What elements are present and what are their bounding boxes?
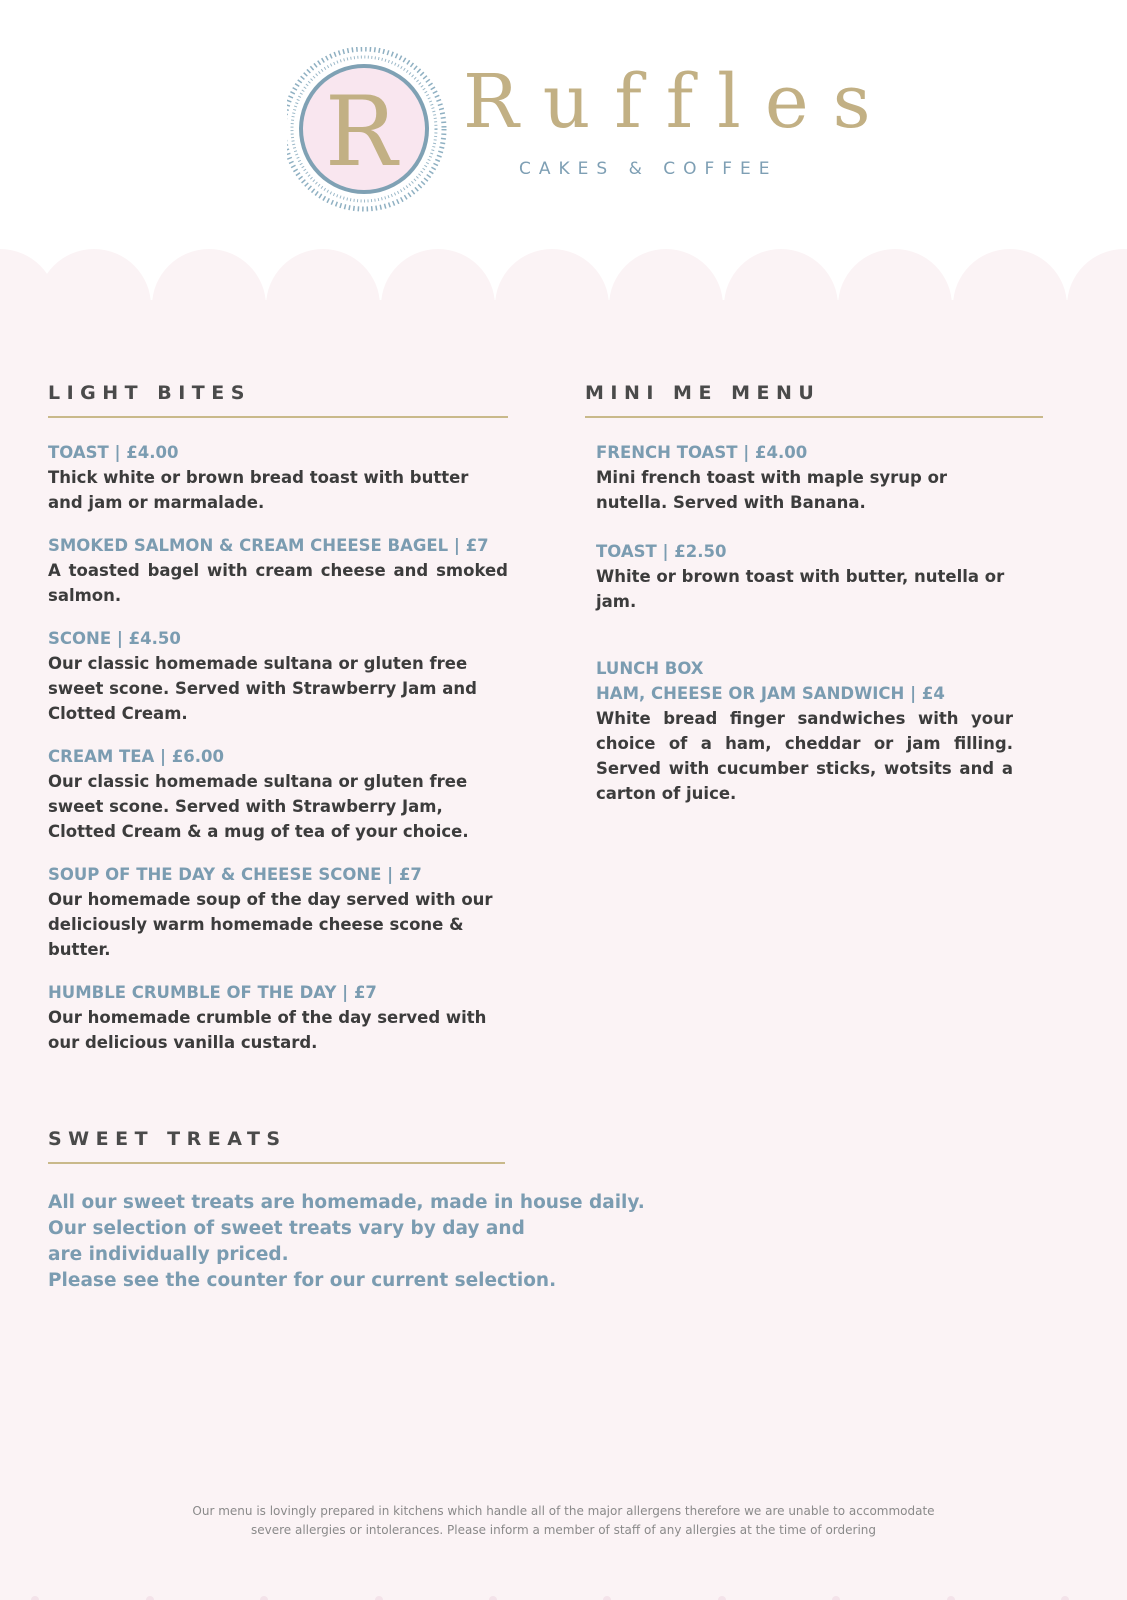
section-title: MINI ME MENU (585, 382, 1043, 418)
menu-item-title: TOAST | £4.00 (48, 443, 179, 462)
menu-item (596, 656, 1013, 806)
menu-item (48, 533, 508, 608)
sweet-treats-line: All our sweet treats are homemade, made in house daily. (48, 1192, 645, 1213)
menu-item-description: White or brown toast with butter, nutella or jam. (596, 567, 1005, 611)
menu-item-description: White bread finger sandwiches with your choice of a ham, cheddar or jam filling. Served with cucumber sticks, wotsits and a carton of juice. (596, 709, 1013, 803)
bottom-border-decoration (0, 1588, 1127, 1600)
menu-item-description: Mini french toast with maple syrup or nutella. Served with Banana. (596, 468, 948, 512)
allergen-notice (0, 1502, 1127, 1540)
menu-item-description: A toasted bagel with cream cheese and smoked salmon. (48, 561, 508, 605)
menu-item-title: LUNCH BOX (596, 659, 704, 678)
menu-item-description: Our homemade crumble of the day served with our delicious vanilla custard. (48, 1008, 487, 1052)
light-bites-section (48, 382, 508, 1055)
menu-item-description: Thick white or brown bread toast with butter and jam or marmalade. (48, 468, 469, 512)
ruffles-logo (287, 47, 895, 217)
menu-item-description: Our classic homemade sultana or gluten free sweet scone. Served with Strawberry Jam and Clotted Cream. (48, 654, 477, 723)
brand-name: Ruffles (463, 59, 895, 145)
menu-item-title: SMOKED SALMON & CREAM CHEESE BAGEL | £7 (48, 536, 489, 555)
brand-tagline: CAKES & COFFEE (519, 159, 778, 179)
section-title: LIGHT BITES (48, 382, 508, 418)
menu-item-description: Our classic homemade sultana or gluten free sweet scone. Served with Strawberry Jam, Clotted Cream & a mug of tea of your choice. (48, 772, 469, 841)
menu-item-title: SOUP OF THE DAY & CHEESE SCONE | £7 (48, 865, 422, 884)
menu-item-description: Our homemade soup of the day served with our deliciously warm homemade cheese scone & butter. (48, 890, 493, 959)
sweet-treats-line: Our selection of sweet treats vary by day and (48, 1218, 525, 1239)
monogram-letter: R (324, 76, 398, 188)
sweet-treats-line: are individually priced. (48, 1244, 289, 1265)
menu-item (48, 862, 508, 962)
allergen-notice-line: Our menu is lovingly prepared in kitchens which handle all of the major allergens therefore we are unable to accommodate (192, 1504, 935, 1518)
allergen-notice-line: severe allergies or intolerances. Please inform a member of staff of any allergies at the time of ordering (250, 1523, 877, 1537)
menu-item (596, 539, 1013, 614)
section-title: SWEET TREATS (48, 1128, 505, 1164)
scalloped-border (0, 248, 1127, 308)
sweet-treats-line: Please see the counter for our current selection. (48, 1270, 557, 1291)
menu-item (48, 980, 508, 1055)
menu-item (596, 440, 1013, 515)
menu-item-title: HUMBLE CRUMBLE OF THE DAY | £7 (48, 983, 377, 1002)
menu-item-title: CREAM TEA | £6.00 (48, 747, 225, 766)
mini-me-menu-section (585, 382, 1043, 806)
menu-item-title: TOAST | £2.50 (596, 542, 727, 561)
menu-item (48, 440, 508, 515)
menu-item-title: SCONE | £4.50 (48, 629, 181, 648)
sweet-treats-section (48, 1128, 645, 1294)
monogram-badge-icon (287, 47, 457, 217)
sweet-treats-text (48, 1190, 645, 1294)
menu-item-title: FRENCH TOAST | £4.00 (596, 443, 808, 462)
menu-item (48, 626, 508, 726)
menu-item-subtitle: HAM, CHEESE OR JAM SANDWICH | £4 (596, 684, 945, 703)
menu-item (48, 744, 508, 844)
